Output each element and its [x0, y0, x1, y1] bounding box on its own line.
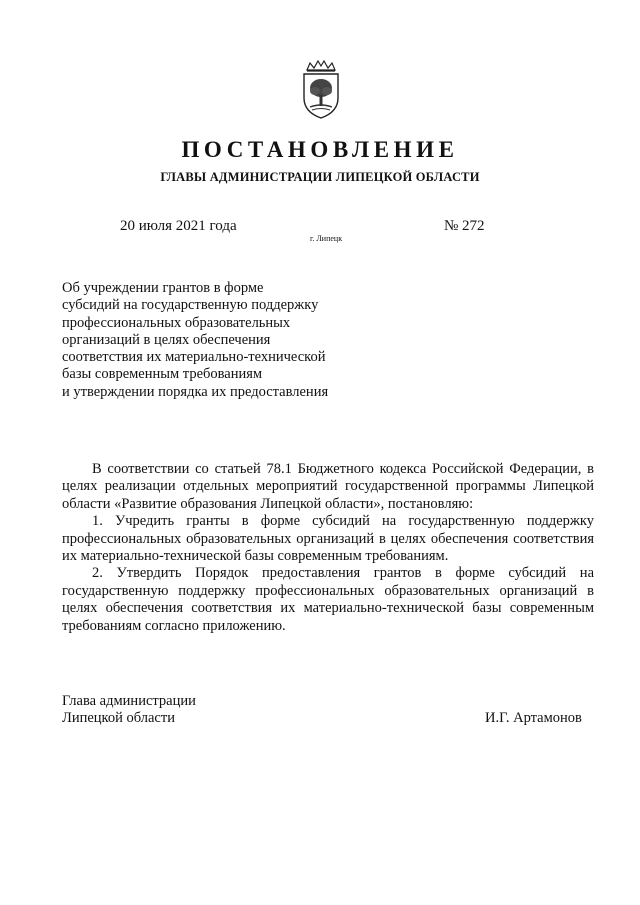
- document-heading: [62, 280, 362, 401]
- document-number: № 272: [444, 218, 485, 234]
- heading-line: соответствия их материально-технической: [62, 349, 326, 366]
- document-date: 20 июля 2021 года: [120, 218, 237, 234]
- heading-line: субсидий на государственную поддержку: [62, 297, 319, 314]
- body-paragraph-preamble: В соответствии со статьей 78.1 Бюджетного кодекса Российской Федерации, в целях реализации отдельных мероприятий государственной программы Липецкой области «Развитие образования Липецкой области», постановляю:: [62, 461, 594, 512]
- signature-name: И.Г. Артамонов: [485, 710, 582, 726]
- document-title: ПОСТАНОВЛЕНИЕ: [181, 137, 459, 162]
- body-paragraph-item-1: 1. Учредить гранты в форме субсидий на государственную поддержку профессиональных образовательных организаций в целях обеспечения соответствия их материально-технической базы современным требованиям.: [62, 513, 594, 565]
- heading-line: базы современным требованиям: [62, 366, 263, 383]
- heading-line: организаций в целях обеспечения: [62, 331, 271, 348]
- coat-of-arms-icon: [298, 60, 344, 120]
- document-body: [62, 461, 594, 635]
- heading-line: профессиональных образовательных: [62, 314, 291, 331]
- document-city: г. Липецк: [310, 234, 343, 243]
- heading-line: Об учреждении грантов в форме: [62, 280, 264, 296]
- signature-position: [62, 693, 196, 728]
- body-paragraph-item-2: 2. Утвердить Порядок предоставления грантов в форме субсидий на государственную поддержку профессиональных образовательных организаций в целях обеспечения соответствия их материально-технической базы современным требованиям согласно приложению.: [62, 565, 594, 634]
- signature-position-line: Липецкой области: [62, 710, 175, 727]
- document-subtitle: ГЛАВЫ АДМИНИСТРАЦИИ ЛИПЕЦКОЙ ОБЛАСТИ: [160, 170, 480, 184]
- heading-line: и утверждении порядка их предоставления: [62, 383, 329, 400]
- signature-position-line: Глава администрации: [62, 693, 196, 709]
